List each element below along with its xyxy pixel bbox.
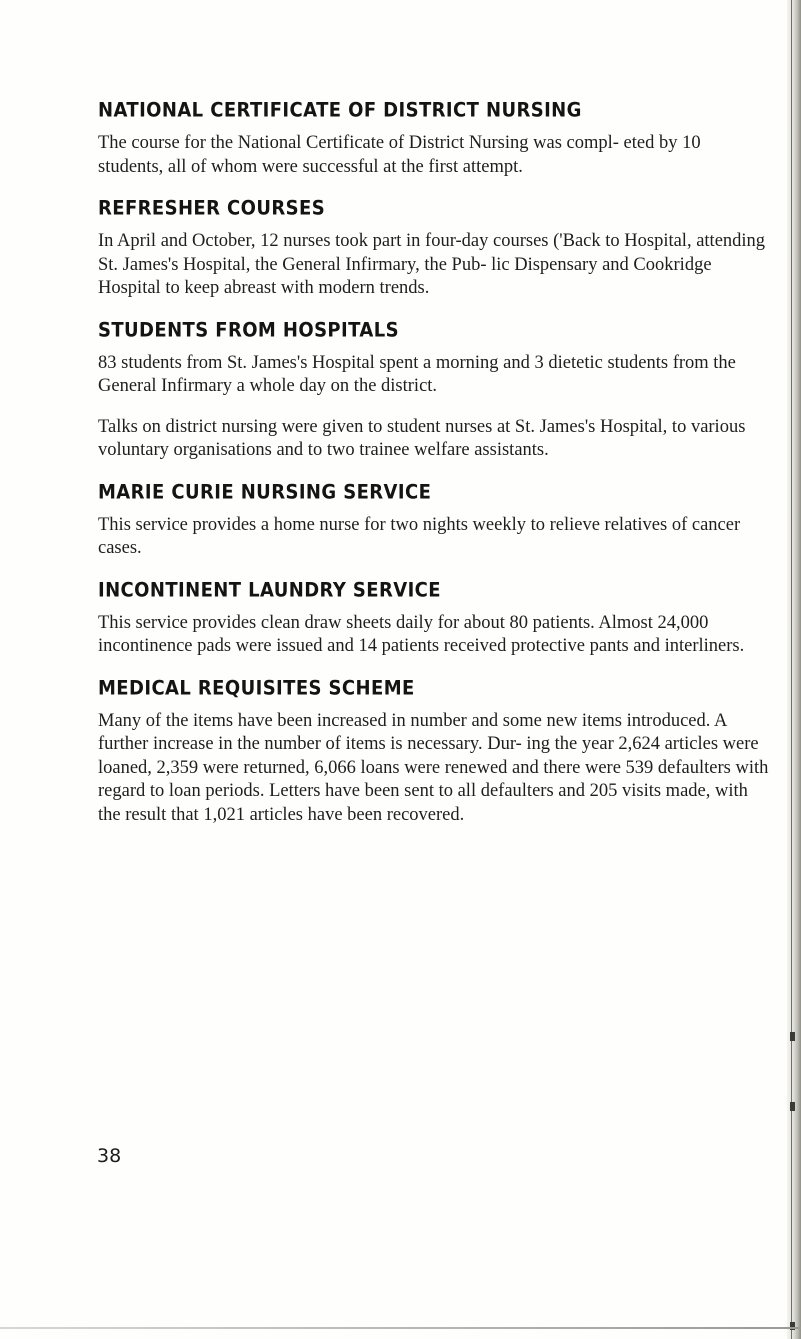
section-medical-requisites <box>98 676 770 828</box>
section-paragraph: 83 students from St. James's Hospital spent a morning and 3 dietetic students from the General Infirmary a whole day on the district. <box>98 352 736 396</box>
section-paragraph: This service provides a home nurse for two nights weekly to relieve relatives of cancer cases. <box>98 514 741 558</box>
section-paragraph: Talks on district nursing were given to student nurses at St. James's Hospital, to various voluntary organisations and to two trainee welfare assistants. <box>98 416 746 460</box>
section-paragraph: Many of the items have been increased in number and some new items introduced. A further increase in the number of items is necessary. Dur- ing the year 2,624 articles were loaned, 2,359 were returned, 6,066 loans were renewed and there were 539 defaulters with regard to loan periods. Letters have been sent to all defaulters and 205 visits made, with the result that 1,021 articles have been recovered. <box>98 710 769 825</box>
scan-edge-line <box>791 0 792 1339</box>
section-paragraph: The course for the National Certificate of District Nursing was compl- eted by 10 students, all of whom were successful at the first attempt. <box>98 133 701 177</box>
section-heading: REFRESHER COURSES <box>98 197 326 220</box>
section-students-from-hospitals <box>98 318 770 463</box>
section-heading: NATIONAL CERTIFICATE OF DISTRICT NURSING <box>98 99 582 122</box>
document-body <box>98 98 770 844</box>
scan-edge <box>787 0 801 1339</box>
section-incontinent-laundry <box>98 578 770 659</box>
scan-mark <box>790 1102 795 1111</box>
section-marie-curie <box>98 480 770 561</box>
section-paragraph: In April and October, 12 nurses took part in four-day courses ('Back to Hospital, attending St. James's Hospital, the General Infirmary, the Pub- lic Dispensary and Cookridge Hospital to keep abreast with modern trends. <box>98 231 766 298</box>
section-refresher-courses <box>98 196 770 301</box>
section-heading: STUDENTS FROM HOSPITALS <box>98 318 399 342</box>
section-paragraph: This service provides clean draw sheets daily for about 80 patients. Almost 24,000 incontinence pads were issued and 14 patients received protective pants and interliners. <box>98 612 745 656</box>
section-heading: INCONTINENT LAUNDRY SERVICE <box>98 578 441 602</box>
section-heading: MEDICAL REQUISITES SCHEME <box>98 676 415 700</box>
scan-bottom-line <box>0 1327 801 1329</box>
section-heading: MARIE CURIE NURSING SERVICE <box>98 480 432 504</box>
scan-mark <box>790 1032 795 1041</box>
page-number: 38 <box>97 1145 122 1167</box>
section-national-certificate <box>98 98 770 179</box>
